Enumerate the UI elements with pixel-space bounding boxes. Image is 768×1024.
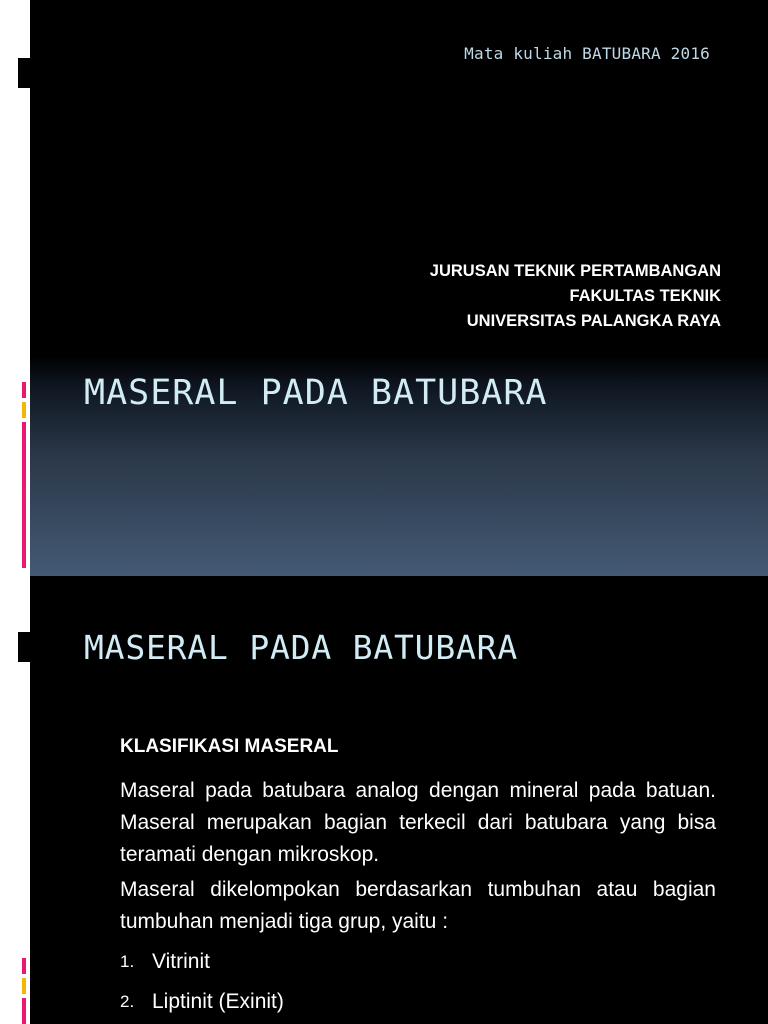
accent-bar [22,422,26,568]
institution-block [300,259,721,334]
list-text: Liptinit (Exinit) [152,990,284,1013]
accent-bar [22,958,26,974]
accent-bar [22,998,26,1024]
accent-bar [22,978,26,994]
maseral-group-list [120,942,716,1022]
section-heading: KLASIFIKASI MASERAL [120,736,339,757]
paragraph: Maseral dikelompokan berdasarkan tumbuhan atau bagian tumbuhan menjadi tiga grup, yaitu : [120,878,716,933]
list-text: Vitrinit [152,950,210,973]
accent-bar [22,382,26,398]
paragraph: Maseral pada batubara analog dengan mineral pada batuan. Maseral merupakan bagian terkecil dari batubara yang bisa teramati dengan mikroskop. [120,779,716,866]
accent-bar [22,402,26,418]
course-label: Mata kuliah BATUBARA 2016 [464,44,710,63]
list-item [120,982,716,1022]
corner-mark [18,632,30,662]
university-line: UNIVERSITAS PALANGKA RAYA [466,312,721,330]
list-number: 1. [120,952,135,971]
slide-title: MASERAL PADA BATUBARA [84,373,548,413]
list-item [120,942,716,982]
left-decoration-strip [0,0,30,576]
left-decoration-strip [0,576,30,1024]
list-number: 2. [120,992,135,1011]
content-slide [0,576,768,1024]
slide-title: MASERAL PADA BATUBARA [84,628,519,667]
faculty-line: FAKULTAS TEKNIK [569,287,721,305]
department-line: JURUSAN TEKNIK PERTAMBANGAN [429,262,721,280]
